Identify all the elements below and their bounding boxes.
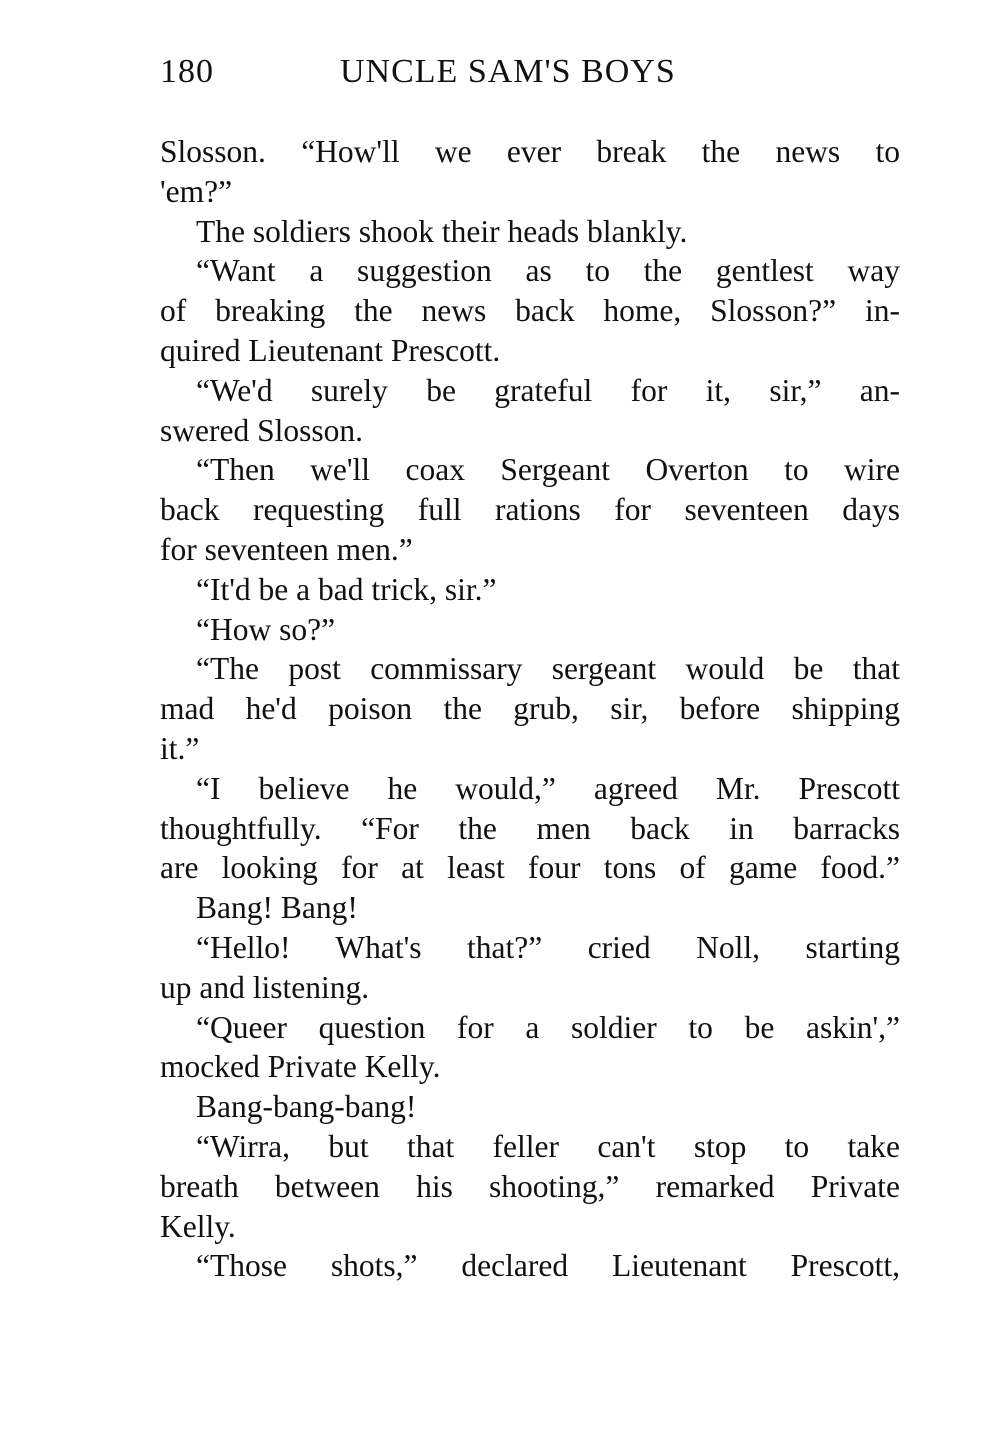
text-line: “The post commissary sergeant would be that [196, 651, 900, 687]
text-line: “Hello! What's that?” cried Noll, starting [196, 929, 900, 965]
text-line: breath between his shooting,” remarked Private [160, 1168, 900, 1204]
text-line: Slosson. “How'll we ever break the news to [160, 134, 900, 169]
text-line: swered Slosson. [160, 412, 363, 448]
text-line: Bang-bang-bang! [196, 1089, 417, 1125]
text-line: mocked Private Kelly. [160, 1049, 441, 1085]
text-line: “Want a suggestion as to the gentlest way [196, 253, 900, 289]
text-line: “I believe he would,” agreed Mr. Prescott [196, 770, 900, 806]
text-line: “Then we'll coax Sergeant Overton to wire [196, 452, 900, 488]
text-line: “Queer question for a soldier to be askin',” [196, 1009, 900, 1045]
running-title: UNCLE SAM'S BOYS [340, 53, 676, 90]
text-line: “It'd be a bad trick, sir.” [196, 571, 497, 607]
text-line: “How so?” [196, 611, 336, 647]
text-line: “Wirra, but that feller can't stop to take [196, 1128, 900, 1164]
text-line: quired Lieutenant Prescott. [160, 332, 501, 368]
text-line: thoughtfully. “For the men back in barracks [160, 810, 900, 846]
page-header [160, 50, 900, 94]
text-line: The soldiers shook their heads blankly. [196, 213, 688, 249]
text-line: 'em?” [160, 173, 233, 209]
text-line: “Those shots,” declared Lieutenant Prescott, [196, 1248, 900, 1284]
text-line: “We'd surely be grateful for it, sir,” an- [196, 372, 900, 408]
page-number: 180 [160, 53, 214, 90]
text-line: up and listening. [160, 969, 370, 1005]
text-line: are looking for at least four tons of game food.” [160, 850, 900, 886]
text-line: mad he'd poison the grub, sir, before shipping [160, 691, 900, 727]
text-line: Bang! Bang! [196, 890, 358, 926]
text-line: Kelly. [160, 1208, 236, 1244]
body-text [160, 132, 900, 1286]
text-line: for seventeen men.” [160, 531, 413, 567]
text-line: of breaking the news back home, Slosson?” in- [160, 293, 900, 329]
text-line: it.” [160, 730, 200, 766]
text-line: back requesting full rations for seventeen days [160, 492, 900, 528]
